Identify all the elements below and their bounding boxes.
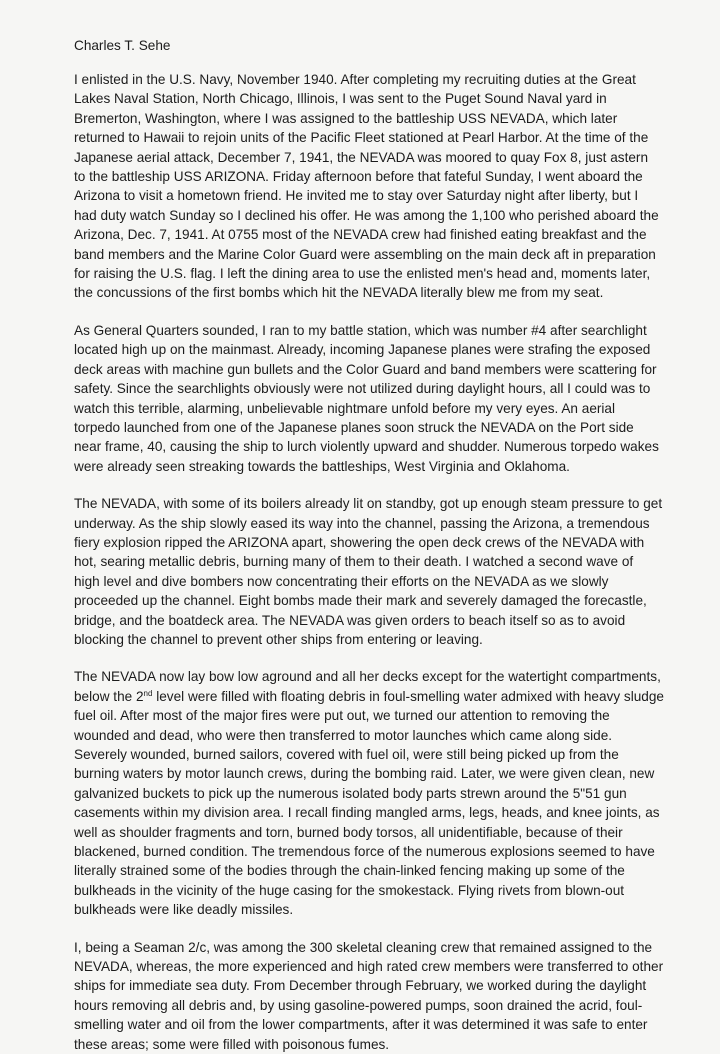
text-line: underway. As the ship slowly eased its way into the channel, passing the Arizona, a tremendous: [74, 515, 650, 531]
paragraph-cleaning-crew: [74, 938, 680, 1054]
text-line: near frame, 40, causing the ship to lurch violently upward and shudder. Numerous torpedo wakes: [74, 439, 659, 455]
text-line: Severely wounded, burned sailors, covered with fuel oil, were still being picked up from the: [74, 747, 619, 762]
paragraph-underway: [74, 494, 680, 649]
text-line: NEVADA, whereas, the more experienced and high rated crew members were transferred to other: [74, 959, 664, 975]
text-line: The NEVADA now lay bow low aground and all her decks except for the watertight compartments,: [74, 669, 661, 685]
text-line: Japanese aerial attack, December 7, 1941, the NEVADA was moored to quay Fox 8, just astern: [74, 149, 649, 165]
author-name: Charles T. Sehe: [74, 38, 171, 53]
text-line: literally strained some of the bodies through the chain-linked fencing making up some of the: [74, 863, 625, 879]
text-fragment: level were filled with floating debris in foul-smelling water admixed with heavy sludge: [152, 688, 664, 704]
text-line-with-superscript: [74, 687, 680, 706]
text-line: blocking the channel to prevent other ships from entering or leaving.: [74, 631, 483, 647]
text-line: the concussions of the first bombs which hit the NEVADA literally blew me from my seat.: [74, 285, 604, 301]
ordinal-superscript: nd: [143, 688, 153, 698]
text-line: casements within my division area. I recall finding mangled arms, legs, heads, and knee joints, as: [74, 805, 660, 821]
text-line: safety. Since the searchlights obviously were not utilized during daylight hours, all I could was to: [74, 381, 651, 397]
text-line: high level and dive bombers now concentrating their efforts on the NEVADA as we slowly: [74, 573, 609, 589]
text-line: fiery explosion ripped the ARIZONA apart, showering the open deck crews of the NEVADA with: [74, 534, 645, 550]
text-line: The NEVADA, with some of its boilers already lit on standby, got up enough steam pressure to get: [74, 496, 663, 512]
text-line: were already seen streaking towards the battleships, West Virginia and Oklahoma.: [74, 458, 570, 474]
text-line: galvanized buckets to pick up the numerous isolated body parts strewn around the 5"51 gun: [74, 785, 627, 801]
text-line: blackened, burned condition. The tremendous force of the numerous explosions seemed to have: [74, 844, 655, 860]
text-line: ships for immediate sea duty. From December through February, we worked during the daylight: [74, 978, 647, 994]
text-line: bulkheads in the vicinity of the huge casing for the smokestack. Flying rivets from blown-out: [74, 882, 625, 898]
text-line: for raising the U.S. flag. I left the dining area to use the enlisted men's head and, moments later,: [74, 266, 651, 282]
text-line: these areas; some were filled with poisonous fumes.: [74, 1036, 390, 1052]
text-line: smelling water and oil from the lower compartments, after it was determined it was safe to enter: [74, 1017, 648, 1033]
text-line: well as shoulder fragments and torn, burned body torsos, all unidentifiable, because of their: [74, 824, 623, 840]
text-line: As General Quarters sounded, I ran to my battle station, which was number #4 after searchlight: [74, 322, 647, 338]
text-fragment: below the 2: [74, 688, 144, 704]
text-line: hot, searing metallic debris, burning many of them to their death. I watched a second wave of: [74, 554, 634, 570]
text-line: band members and the Marine Color Guard were assembling on the main deck aft in preparation: [74, 246, 656, 262]
paragraph-enlistment: [74, 70, 680, 303]
text-line: to the battleship USS ARIZONA. Friday afternoon before that fateful Sunday, I went aboard the: [74, 169, 643, 185]
text-line: I, being a Seaman 2/c, was among the 300 skeletal cleaning crew that remained assigned to the: [74, 939, 653, 955]
text-line: I enlisted in the U.S. Navy, November 1940. After completing my recruiting duties at the Great: [74, 72, 636, 87]
text-line: Lakes Naval Station, North Chicago, Illinois, I was sent to the Puget Sound Naval yard in: [74, 91, 607, 107]
text-line: Bremerton, Washington, where I was assigned to the battleship USS NEVADA, which later: [74, 110, 618, 126]
text-line: fuel oil. After most of the major fires were put out, we turned our attention to removing the: [74, 708, 610, 724]
paragraph-aground: [74, 667, 680, 919]
text-line: torpedo launched from one of the Japanese planes soon struck the NEVADA on the Port side: [74, 419, 634, 435]
text-line: burning waters by motor launch crews, during the bombing raid. Later, we were given clean, new: [74, 766, 655, 782]
text-line: watch this terrible, alarming, unbelievable nightmare unfold before my very eyes. An aerial: [74, 400, 616, 416]
text-line: Arizona, Dec. 7, 1941. At 0755 most of the NEVADA crew had finished eating breakfast and the: [74, 227, 647, 243]
text-line: proceeded up the channel. Eight bombs made their mark and severely damaged the forecastle,: [74, 593, 647, 609]
text-line: had duty watch Sunday so I declined his offer. He was among the 1,100 who perished aboard the: [74, 207, 659, 223]
text-line: wounded and dead, who were then transferred to motor launches which came along side.: [74, 727, 613, 743]
text-line: located high up on the mainmast. Already, incoming Japanese planes were strafing the exposed: [74, 342, 651, 358]
text-line: deck areas with machine gun bullets and the Color Guard and band members were scattering for: [74, 361, 657, 377]
text-line: bridge, and the boatdeck area. The NEVADA was given orders to beach itself so as to avoid: [74, 612, 626, 628]
paragraph-general-quarters: [74, 321, 680, 476]
text-line: Arizona to visit a hometown friend. He invited me to stay over Saturday night after liberty, but I: [74, 188, 639, 204]
text-line: hours removing all debris and, by using gasoline-powered pumps, soon drained the acrid, foul-: [74, 997, 643, 1013]
text-line: returned to Hawaii to rejoin units of the Pacific Fleet stationed at Pearl Harbor. At the time of the: [74, 130, 649, 146]
text-line: bulkheads were like deadly missiles.: [74, 902, 294, 918]
